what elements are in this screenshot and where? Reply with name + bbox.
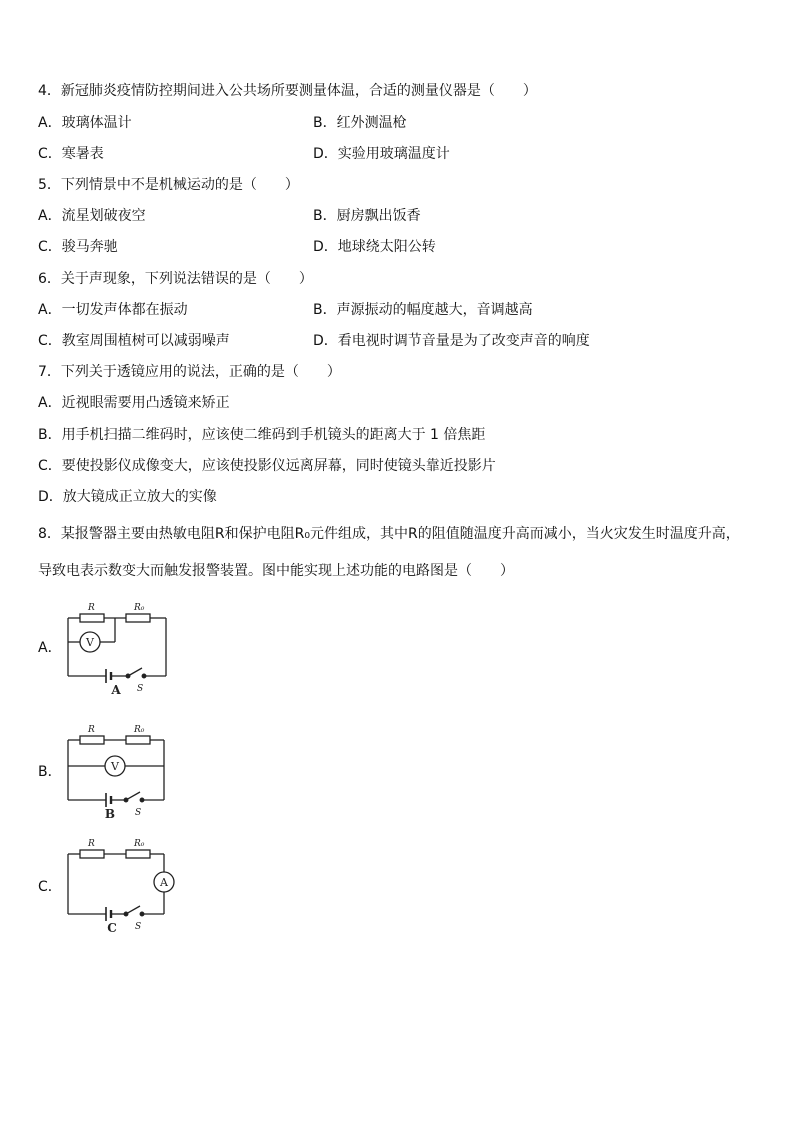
switch-blade bbox=[126, 792, 140, 800]
label-switch: S bbox=[135, 808, 142, 818]
resistor-r0 bbox=[126, 850, 150, 858]
circuit-diagram-c bbox=[60, 834, 180, 936]
q5-option-a: A．流星划破夜空 bbox=[38, 208, 146, 224]
q7-stem: 7．下列关于透镜应用的说法，正确的是（ ） bbox=[38, 364, 341, 380]
label-switch: S bbox=[135, 922, 142, 932]
caption: B bbox=[104, 807, 116, 821]
q8-option-c-label: C． bbox=[38, 879, 62, 895]
resistor-r bbox=[80, 736, 104, 744]
q8-option-a-label: A． bbox=[38, 640, 62, 656]
resistor-r0 bbox=[126, 614, 150, 622]
q7-option-a: A．近视眼需要用凸透镜来矫正 bbox=[38, 395, 230, 411]
label-r0: R₀ bbox=[134, 839, 145, 849]
q7-option-b: B．用手机扫描二维码时，应该使二维码到手机镜头的距离大于 1 倍焦距 bbox=[38, 427, 486, 443]
switch-blade bbox=[128, 668, 142, 676]
q6-option-a: A．一切发声体都在振动 bbox=[38, 302, 188, 318]
q8-stem-line1: 8．某报警器主要由热敏电阻R和保护电阻R₀元件组成，其中R的阻值随温度升高而减小，当火灾发生时温度升高， bbox=[38, 526, 740, 542]
q6-option-c: C．教室周围植树可以减弱噪声 bbox=[38, 333, 230, 349]
label-switch: S bbox=[137, 684, 144, 694]
meter-label: V bbox=[111, 760, 119, 773]
q4-option-b: B．红外测温枪 bbox=[313, 115, 407, 131]
q8-option-b-label: B． bbox=[38, 764, 62, 780]
q6-option-b: B．声源振动的幅度越大，音调越高 bbox=[313, 302, 533, 318]
resistor-r bbox=[80, 614, 104, 622]
meter-label: V bbox=[86, 636, 94, 649]
caption: A bbox=[111, 683, 121, 697]
q4-option-c: C．寒暑表 bbox=[38, 146, 104, 162]
resistor-r bbox=[80, 850, 104, 858]
circuit-diagram-b bbox=[60, 720, 175, 822]
q4-option-d: D．实验用玻璃温度计 bbox=[313, 146, 450, 162]
q5-option-b: B．厨房飘出饭香 bbox=[313, 208, 421, 224]
meter-label: A bbox=[160, 876, 168, 889]
label-r0: R₀ bbox=[134, 603, 145, 613]
label-r: R bbox=[88, 603, 95, 613]
caption: C bbox=[107, 921, 117, 935]
q7-option-c: C．要使投影仪成像变大，应该使投影仪远离屏幕，同时使镜头靠近投影片 bbox=[38, 458, 496, 474]
q5-stem: 5．下列情景中不是机械运动的是（ ） bbox=[38, 177, 299, 193]
label-r0: R₀ bbox=[134, 725, 145, 735]
resistor-r0 bbox=[126, 736, 150, 744]
switch-blade bbox=[126, 906, 140, 914]
q5-option-d: D．地球绕太阳公转 bbox=[313, 239, 436, 255]
q8-stem-line2: 导致电表示数变大而触发报警装置。图中能实现上述功能的电路图是（ ） bbox=[38, 563, 514, 579]
circuit-diagram-a bbox=[60, 598, 175, 698]
q6-stem: 6．关于声现象，下列说法错误的是（ ） bbox=[38, 271, 313, 287]
q4-stem: 4．新冠肺炎疫情防控期间进入公共场所要测量体温，合适的测量仪器是（ ） bbox=[38, 83, 537, 99]
label-r: R bbox=[88, 725, 95, 735]
q5-option-c: C．骏马奔驰 bbox=[38, 239, 118, 255]
q7-option-d: D．放大镜成正立放大的实像 bbox=[38, 489, 217, 505]
q4-option-a: A．玻璃体温计 bbox=[38, 115, 132, 131]
q6-option-d: D．看电视时调节音量是为了改变声音的响度 bbox=[313, 333, 590, 349]
label-r: R bbox=[88, 839, 95, 849]
